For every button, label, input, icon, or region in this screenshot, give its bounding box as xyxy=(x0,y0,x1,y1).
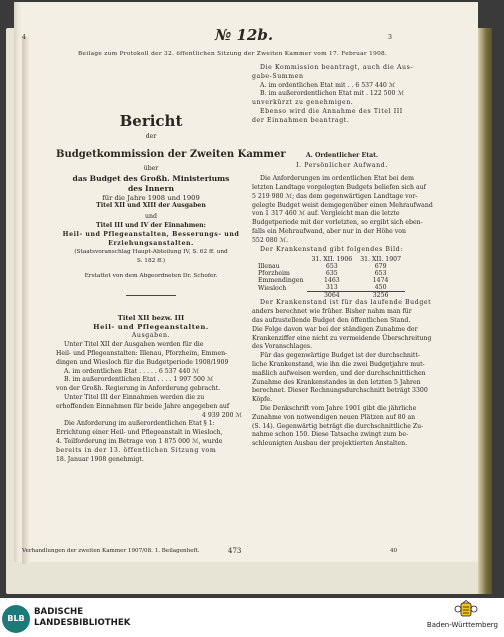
library-line1: BADISCHE xyxy=(34,607,84,617)
right-para1-line5: von 1 317 460 ℳ auf. Vergleicht man die letzte xyxy=(252,210,400,218)
right-item-b: B. im außerordentlichen Etat mit . 122 500 ℳ xyxy=(260,90,405,98)
table-cell-name: Pforzheim xyxy=(258,270,290,278)
right-para2-line3: das aufzustellende Budget den öffentlichen Stand. xyxy=(252,316,411,324)
table-header: 31. XII. 1907 xyxy=(360,256,401,264)
blb-logo: BLB xyxy=(2,605,30,633)
table-total: 3064 xyxy=(323,292,340,300)
table-cell: 653 xyxy=(325,263,338,271)
left-para1-line1: Unter Titel XII der Ausgaben werden für die xyxy=(64,341,204,349)
report-ueber: über xyxy=(143,164,159,172)
right-para4-line5: schleunigten Ausbau der projektierten Anstalten. xyxy=(252,440,408,448)
section-title: Titel XII bezw. III xyxy=(117,313,185,322)
crest-icon xyxy=(454,600,478,620)
right-intro-line2: gabe-Summen xyxy=(252,72,304,80)
right-column xyxy=(252,64,432,449)
table-total: 3256 xyxy=(372,292,389,300)
right-intro2-line2: Ebenso wird die Annahme des Titel III xyxy=(260,107,403,115)
table-cell: 313 xyxy=(307,284,356,292)
right-para1-line3: 5 219 980 ℳ; das dem gegenwärtigen Landtage vor- xyxy=(252,192,418,200)
footer-page-number: 473 xyxy=(228,547,242,555)
report-budget-line: das Budget des Großh. Ministeriums xyxy=(72,173,230,183)
section-ordentlicher-etat: A. Ordentlicher Etat. xyxy=(305,151,379,159)
right-para3-line2: liche Krankenstand, wie ihn die zwei Budgetjahre mut- xyxy=(252,360,425,368)
table-cell-name: Illenau xyxy=(258,263,280,271)
left-para2-line4: 4 939 200 ℳ xyxy=(201,411,242,419)
right-para3-line5: berechnet. Dieser Rechnungsdurchschnitt beträgt 3300 xyxy=(252,387,428,395)
right-para3-line4: Zunahme des Krankenstandes in den letzten 5 Jahren xyxy=(252,378,421,386)
library-name xyxy=(34,607,130,629)
section-persoenlicher-aufwand: I. Persönlicher Aufwand. xyxy=(296,162,388,170)
left-para1-line2: Heil- und Pflegeanstalten: Illenau, Pforzheim, Emmen- xyxy=(56,349,228,357)
table-header: 31. XII. 1906 xyxy=(311,256,353,264)
region-label: Baden-Württemberg xyxy=(426,621,498,629)
table-header-row xyxy=(254,256,405,263)
right-item-a: A. im ordentlichen Etat mit . . 6 537 440 ℳ xyxy=(260,81,396,89)
report-commission: Budgetkommission der Zweiten Kammer xyxy=(56,148,286,160)
left-para3-line3: 4. Teilforderung im Betrage von 1 875 000 ℳ, wurde xyxy=(56,437,223,445)
right-para2-line4: Die Folge davon war bei der ständigen Zunahme der xyxy=(252,325,418,333)
section-rule xyxy=(126,295,176,296)
table-row xyxy=(254,284,405,292)
report-titel-ausgaben: Titel XII und XIII der Ausgaben xyxy=(96,202,206,210)
report-titel-einnahmen: Titel III und IV der Einnahmen: xyxy=(96,221,206,229)
right-para2-line1: Der Krankenstand ist für das laufende Budget xyxy=(260,299,432,307)
table-cell: 635 xyxy=(325,270,338,278)
table-row xyxy=(254,263,405,270)
book-edge xyxy=(478,28,492,594)
right-intro2-line3: der Einnahmen beantragt. xyxy=(252,116,350,124)
report-anstalten-2: Erziehungsanstalten. xyxy=(108,239,194,247)
page-gutter xyxy=(22,36,30,564)
right-page-number: 3 xyxy=(388,34,392,41)
table-cell: 653 xyxy=(374,270,387,278)
left-para3-line4: bereits in der 13. öffentlichen Sitzung vom xyxy=(56,446,217,454)
left-para3-line5: 18. Januar 1908 genehmigt. xyxy=(56,455,144,463)
right-para1-line1: Die Anforderungen im ordentlichen Etat bei dem xyxy=(260,175,414,183)
table-row xyxy=(254,270,405,277)
right-para4-line1: Die Denkschrift vom Jahre 1901 gibt die jährliche xyxy=(260,404,417,412)
report-erstattet: Erstattet von dem Abgeordneten Dr. Schofer. xyxy=(84,272,218,279)
right-intro2-line1: unverkürzt zu genehmigen. xyxy=(252,99,354,107)
table-cell: 679 xyxy=(374,263,387,271)
report-staatsvoranschlag-2: S. 182 ff.) xyxy=(136,258,166,265)
left-para1-line3: dingen und Wiesloch für die Budgetperiode 1908/1909 xyxy=(56,358,229,366)
left-para2-line1: von der Großh. Regierung in Anforderung gebracht. xyxy=(56,385,221,393)
document-subtitle: Beilage zum Protokoll der 32. öffentlichen Sitzung der Zweiten Kammer vom 17. Februar 1908. xyxy=(78,51,388,57)
table-row xyxy=(254,277,405,284)
right-para2-line5: Krankenziffer eine nicht zu vermeidende Überschreitung xyxy=(252,334,432,342)
krankenstand-table xyxy=(254,256,405,299)
right-para3-line1: Für das gegenwärtige Budget ist der durchschnitt- xyxy=(260,352,420,360)
right-para1-line4: gelegte Budget weist demgegenüber einen Mehraufwand xyxy=(252,201,433,209)
right-para4-line4: nahme schon 150. Diese Tatsache zwingt zum be- xyxy=(252,431,409,439)
right-para1-line6: Budgetperiode mit der vorletzten, so ergibt sich eben- xyxy=(252,219,423,227)
left-item-a: A. im ordentlichen Etat . . . . . 6 537 440 ℳ xyxy=(64,367,199,375)
right-para4-line2: Zunahme von notwendigen neuen Plätzen auf 80 an xyxy=(252,413,416,421)
document-page xyxy=(14,2,478,562)
footer-signature: 40 xyxy=(390,548,398,554)
footer-note: Verhandlungen der zweiten Kammer 1907/08. 1. Beilagenheft. xyxy=(22,548,200,554)
report-des-innern: des Innern xyxy=(127,183,174,193)
table-cell: 450 xyxy=(356,284,405,292)
right-para2-line2: anders berechnet wie früher. Bisher nahm man für xyxy=(252,308,412,316)
table-cell: 1474 xyxy=(372,277,389,285)
section-subtitle: Heil- und Pflegeanstalten. xyxy=(93,322,209,331)
report-staatsvoranschlag-1: (Staatsvoranschlag Haupt-Abteilung IV, S. 62 ff. und xyxy=(74,249,228,256)
left-para3-line2: Errichtung einer Heil- und Pflegeanstalt in Wiesloch, xyxy=(56,429,223,437)
right-intro-line1: Die Kommission beantragt, auch die Aus- xyxy=(260,64,414,71)
section-ausgaben: Ausgaben. xyxy=(131,332,171,340)
right-para3-line3: maßlich aufweisen werden, und der durchschnittlichen xyxy=(252,369,426,377)
report-title: Bericht xyxy=(119,112,183,130)
report-der: der xyxy=(145,133,157,140)
right-para2-line6: des Voranschlages. xyxy=(252,343,313,351)
table-cell: 1463 xyxy=(323,277,340,285)
table-cell-name: Wiesloch xyxy=(258,284,287,292)
left-item-b: B. im außerordentlichen Etat . . . . 1 997 500 ℳ xyxy=(64,376,214,384)
report-und: und xyxy=(145,213,157,221)
left-para3-line1: Die Anforderung im außerordentlichen Etat § 1: xyxy=(64,420,215,428)
table-intro: Der Krankenstand gibt folgendes Bild: xyxy=(260,245,403,253)
table-cell-name: Emmendingen xyxy=(258,277,304,285)
right-para4-line3: (S. 14). Gegenwärtig beträgt die durchschnittliche Zu- xyxy=(252,422,424,430)
table-total-row xyxy=(254,292,405,300)
document-number: № 12b. xyxy=(214,26,274,44)
left-para2-line3: erhoffenden Einnahmen für beide Jahre angegeben auf xyxy=(56,402,230,410)
left-page-number: 4 xyxy=(22,34,26,41)
report-years: für die Jahre 1908 und 1909 xyxy=(102,193,200,202)
right-para1-line7: falls ein Mehraufwand, aber nur in der Höhe von xyxy=(252,227,406,235)
left-para2-line2: Unter Titel III der Einnahmen werden die zu xyxy=(64,393,205,401)
right-para1-line2: letzten Landtage vorgelegten Budgets beliefen sich auf xyxy=(252,183,426,191)
report-anstalten-1: Heil- und Pflegeanstalten, Besserungs- und xyxy=(62,230,240,238)
right-para1-line8: 552 080 ℳ. xyxy=(252,236,289,244)
right-para3-line6: Köpfe. xyxy=(252,396,273,404)
library-line2: LANDESBIBLIOTHEK xyxy=(34,618,131,628)
